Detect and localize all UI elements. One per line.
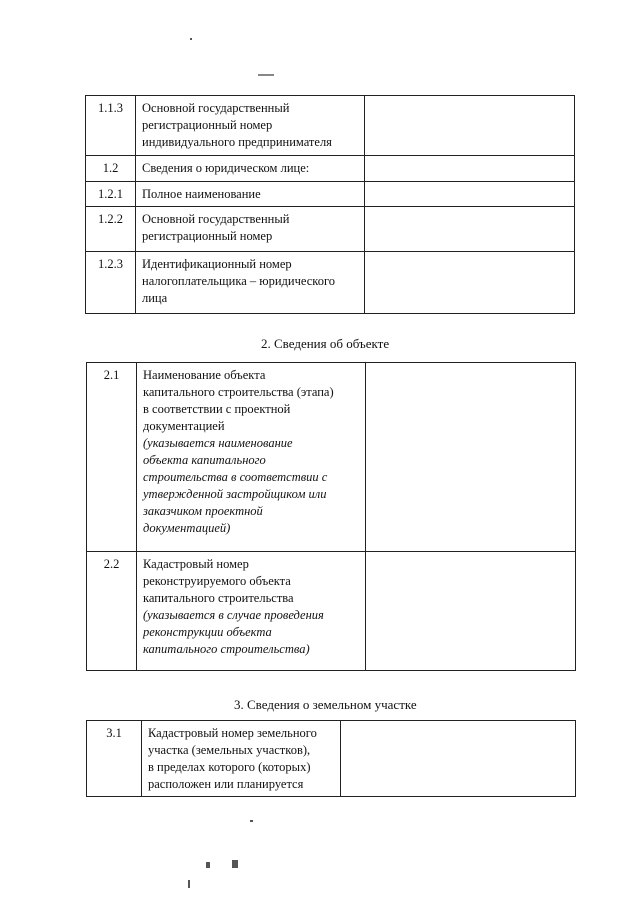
table-row [86, 156, 575, 182]
value-cell[interactable] [365, 252, 575, 314]
table-row [86, 252, 575, 314]
table-row [86, 96, 575, 156]
row-label: Полное наименование [136, 182, 365, 207]
row-number: 1.1.3 [86, 96, 136, 156]
scan-speck [250, 820, 253, 822]
row-label: Кадастровый номер земельного участка (земельных участков), в пределах которого (которых) расположен или планируется [142, 721, 341, 797]
row-number: 2.2 [87, 552, 137, 671]
row-note: (указывается в случае проведения реконструкции объекта капитального строительства) [143, 608, 324, 656]
section-heading: 3. Сведения о земельном участке [234, 697, 417, 712]
row-label: Основной государственный регистрационный номер индивидуального предпринимателя [136, 96, 365, 156]
row-content [137, 552, 366, 671]
scan-speck [188, 880, 190, 888]
table-row [86, 207, 575, 252]
row-number: 1.2.1 [86, 182, 136, 207]
scan-speck [258, 74, 274, 76]
row-note: (указывается наименование объекта капитального строительства в соответствии с утвержденной застройщиком или заказчиком проектной документацией) [143, 436, 328, 535]
row-label: Основной государственный регистрационный номер [136, 207, 365, 252]
value-cell[interactable] [366, 552, 576, 671]
value-cell[interactable] [366, 363, 576, 552]
value-cell[interactable] [365, 207, 575, 252]
row-label: Кадастровый номер реконструируемого объекта капитального строительства [143, 557, 294, 605]
table-row [87, 363, 576, 552]
row-number: 1.2.3 [86, 252, 136, 314]
row-label: Сведения о юридическом лице: [136, 156, 365, 182]
section-heading: 2. Сведения об объекте [261, 336, 390, 351]
row-number: 1.2 [86, 156, 136, 182]
row-content [137, 363, 366, 552]
scan-speck [206, 862, 210, 868]
table-row [86, 182, 575, 207]
value-cell[interactable] [341, 721, 576, 797]
row-number: 1.2.2 [86, 207, 136, 252]
table-row [87, 552, 576, 671]
row-number: 3.1 [87, 721, 142, 797]
row-number: 2.1 [87, 363, 137, 552]
land-plot-table [86, 720, 576, 797]
applicant-info-table [85, 95, 575, 314]
value-cell[interactable] [365, 182, 575, 207]
row-label: Идентификационный номер налогоплательщика – юридического лица [136, 252, 365, 314]
value-cell[interactable] [365, 96, 575, 156]
scan-speck [190, 38, 192, 40]
scan-speck [232, 860, 238, 868]
value-cell[interactable] [365, 156, 575, 182]
table-row [87, 721, 576, 797]
row-label: Наименование объекта капитального строительства (этапа) в соответствии с проектной документацией [143, 368, 334, 433]
object-info-table [86, 362, 576, 671]
